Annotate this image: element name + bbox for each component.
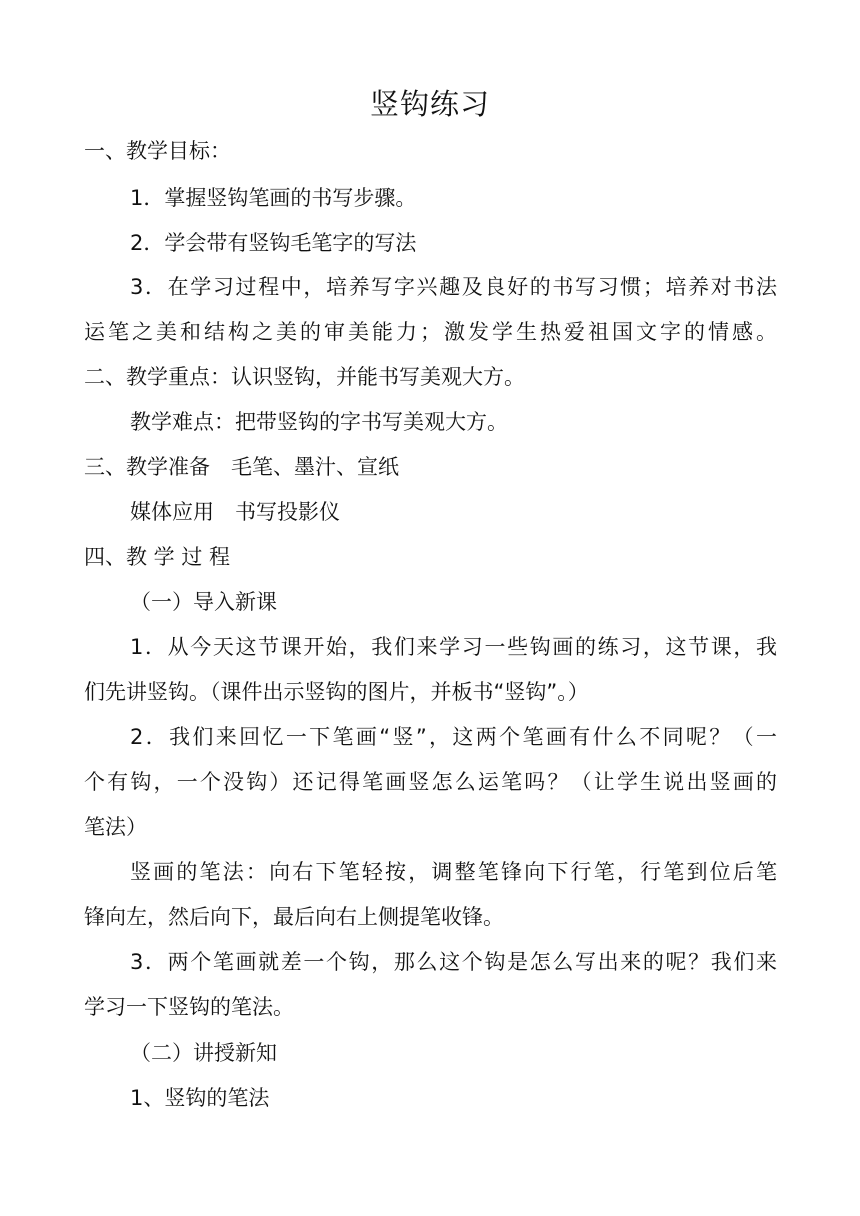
heading-teaching-goals: 一、教学目标： <box>84 139 231 163</box>
heading-process: 四、教 学 过 程 <box>84 545 231 569</box>
paragraph-1-line-1: 1．从今天这节课开始，我们来学习一些钩画的练习，这节课，我 <box>130 635 777 659</box>
heading-preparation: 三、教学准备 毛笔、墨汁、宣纸 <box>84 455 399 479</box>
item-1-heading: 1、竖钩的笔法 <box>130 1086 270 1110</box>
paragraph-2-line-2: 个有钩，一个没钩）还记得笔画竖怎么运笔吗？（让学生说出竖画的 <box>84 770 777 794</box>
heading-key-points: 二、教学重点：认识竖钩，并能书写美观大方。 <box>84 365 525 389</box>
media-application: 媒体应用 书写投影仪 <box>130 500 340 524</box>
paragraph-3-line-1: 竖画的笔法：向右下笔轻按，调整笔锋向下行笔，行笔到位后笔 <box>130 860 777 884</box>
goal-3-line-2: 运笔之美和结构之美的审美能力；激发学生热爱祖国文字的情感。 <box>84 320 777 344</box>
paragraph-3-line-2: 锋向左，然后向下，最后向右上侧提笔收锋。 <box>84 905 504 929</box>
document-title: 竖钩练习 <box>369 87 490 121</box>
paragraph-2-line-1: 2．我们来回忆一下笔画“竖”，这两个笔画有什么不同呢？（一 <box>130 725 777 749</box>
goal-3-line-1: 3．在学习过程中，培养写字兴趣及良好的书写习惯；培养对书法 <box>130 275 777 299</box>
paragraph-2-line-3: 笔法） <box>84 815 147 839</box>
paragraph-4-line-1: 3．两个笔画就差一个钩，那么这个钩是怎么写出来的呢？我们来 <box>130 950 777 974</box>
paragraph-1-line-2: 们先讲竖钩。（课件出示竖钩的图片，并板书“竖钩”。） <box>84 680 589 704</box>
teaching-difficulty: 教学难点：把带竖钩的字书写美观大方。 <box>130 410 508 434</box>
paragraph-4-line-2: 学习一下竖钩的笔法。 <box>84 995 294 1019</box>
section-2-heading: （二）讲授新知 <box>130 1041 277 1065</box>
goal-1: 1．掌握竖钩笔画的书写步骤。 <box>130 186 417 210</box>
section-1-heading: （一）导入新课 <box>130 590 277 614</box>
goal-2: 2．学会带有竖钩毛笔字的写法 <box>130 231 417 255</box>
